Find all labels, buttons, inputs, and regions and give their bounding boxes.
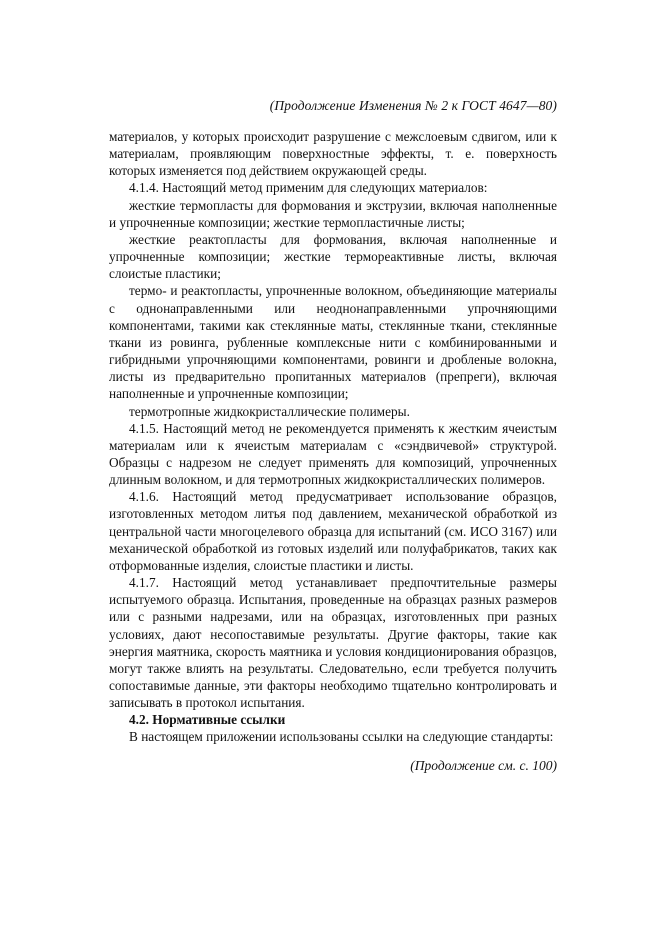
footer-continuation: (Продолжение см. с. 100) — [410, 757, 557, 773]
paragraph-liquid-crystal: термотропные жидкокристаллические полимеры. — [129, 403, 410, 419]
paragraph-intro-continuation: материалов, у которых происходит разрушение с межслоевым сдвигом, или к материалам, проявляющим поверхностные эффекты, т. е. поверхность которых изменяется под действием окружающей среды. — [109, 129, 557, 179]
section-title-normative-references: 4.2. Нормативные ссылки — [129, 712, 286, 728]
header-continuation: (Продолжение Изменения № 2 к ГОСТ 4647—80) — [269, 98, 557, 113]
paragraph-4-1-5: 4.1.5. Настоящий метод не рекомендуется применять к жестким ячеистым материалам или к ячеистым материалам с «сэндвичевой» структурой. Образцы с надрезом не следует применять для композиций, упрочненных длинным волокном, и для термотропных жидкокристаллических полимеров. — [109, 420, 557, 488]
paragraph-4-1-6: 4.1.6. Настоящий метод предусматривает использование образцов, изготовленных методом литья под давлением, механической обработкой из центральной части многоцелевого образца для испытаний (см. ИСО 3167) или механической обработкой из готовых изделий или полуфабрикатов, таких как отформованные изделия, слоистые пластики и листы. — [109, 489, 557, 573]
paragraph-thermosets: жесткие реактопласты для формования, включая наполненные и упрочненные композиции; жесткие термореактивные листы, включая слоистые пластики; — [109, 231, 557, 282]
document-body — [109, 128, 557, 746]
document-page — [109, 98, 557, 774]
paragraph-references-intro: В настоящем приложении использованы ссылки на следующие стандарты: — [129, 729, 554, 745]
paragraph-4-1-7: 4.1.7. Настоящий метод устанавливает предпочтительные размеры испытуемого образца. Испытания, проведенные на образцах разных размеров или с разными надрезами, или на образцах, изготовленных при разных условиях, дают несопоставимые результаты. Другие факторы, такие как энергия маятника, скорость маятника и условия кондиционирования образцов, могут также влиять на результаты. Следовательно, если требуется получить сопоставимые данные, эти факторы необходимо тщательно контролировать и записывать в протокол испытания. — [109, 575, 557, 711]
paragraph-4-1-4: 4.1.4. Настоящий метод применим для следующих материалов: — [129, 180, 488, 196]
paragraph-fiber-reinforced: термо- и реактопласты, упрочненные волокном, объединяющие материалы с однонаправленными или неоднонаправленными упрочняющими компонентами, такими как стеклянные маты, стеклянные ткани, стеклянные ткани из ровинга, рубленные комплексные нити с комбинированными и гибридными упрочняющими компонентами, ровинги и дробленые волокна, листы из предварительно пропитанных материалов (препреги), включая наполненные и упрочненные композиции; — [109, 283, 557, 402]
paragraph-thermoplastics: жесткие термопласты для формования и экструзии, включая наполненные и упрочненные композиции; жесткие термопластичные листы; — [109, 197, 557, 230]
